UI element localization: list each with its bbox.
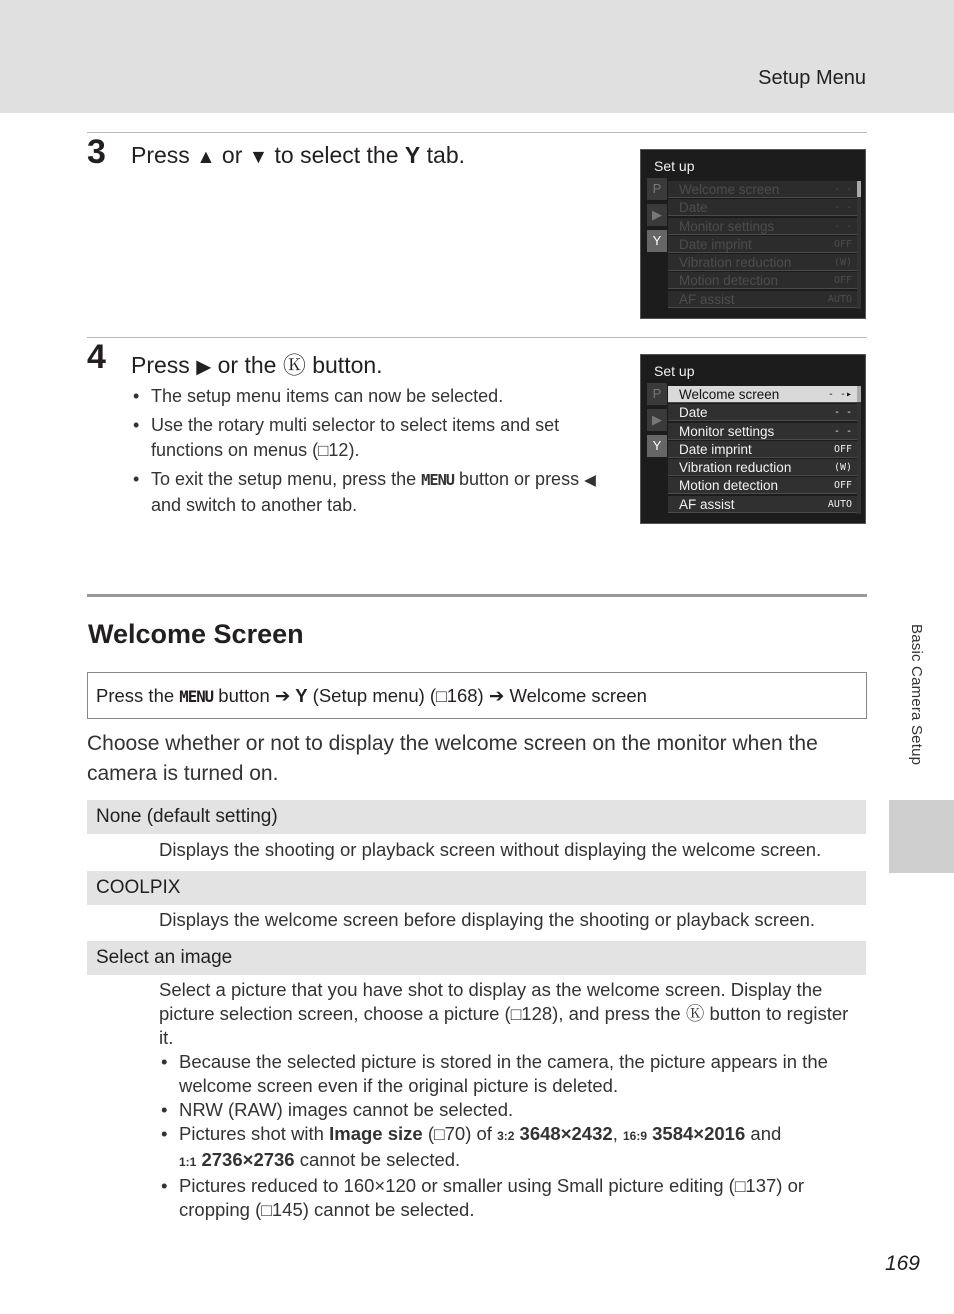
menu-item-label: Motion detection xyxy=(679,273,779,289)
menu-item-label: Date imprint xyxy=(679,441,752,457)
camera-scrollbar-thumb xyxy=(857,386,861,402)
desc-text: button to register it. xyxy=(159,1003,849,1048)
step3-text-3: to select the xyxy=(268,142,405,168)
camera-scrollbar xyxy=(857,181,861,309)
bullet-text: and switch to another tab. xyxy=(151,495,358,515)
desc-text: Select a picture that you have shot to display as the welcome screen. Display the picture selection screen, choose a picture ( xyxy=(159,979,823,1024)
step4-text-2: or the xyxy=(211,352,283,378)
down-arrow-icon: ▼ xyxy=(248,146,269,168)
menu-item-value: OFF xyxy=(833,238,852,250)
bullet-item xyxy=(159,1098,859,1122)
bullet-text: The setup menu items can now be selected. xyxy=(151,386,504,406)
menu-item xyxy=(668,404,858,421)
page-ref-icon: □ xyxy=(734,1176,746,1196)
option-none-title: None (default setting) xyxy=(87,800,866,834)
menu-item-selected xyxy=(668,386,858,403)
menu-item-label: Motion detection xyxy=(679,478,779,494)
ok-button-icon: Ⓚ xyxy=(282,352,306,378)
camera-screen-setup-menu xyxy=(640,354,866,524)
menu-item xyxy=(668,236,858,253)
menu-item-label: Vibration reduction xyxy=(679,255,792,271)
camera-screen-tabs xyxy=(647,178,667,256)
menu-button-icon: MENU xyxy=(421,471,454,489)
menu-item-value: - -▸ xyxy=(827,389,852,400)
bullet-text: cannot be selected. xyxy=(294,1149,461,1170)
menu-item-value: (W) xyxy=(833,257,852,269)
step3-number: 3 xyxy=(87,133,106,171)
setup-tab-icon: Y xyxy=(647,230,667,252)
menu-item xyxy=(668,423,858,440)
step4-instruction xyxy=(131,347,383,380)
camera-menu-list xyxy=(668,386,858,514)
bullet-item xyxy=(131,413,601,463)
menu-item xyxy=(668,477,858,494)
page-ref-icon: □ xyxy=(434,1124,445,1144)
bullet-item xyxy=(131,384,601,409)
menu-item xyxy=(668,291,858,308)
camera-screen-title: Set up xyxy=(654,363,695,379)
step3-text-4: tab. xyxy=(420,142,466,168)
page-number: 169 xyxy=(884,1252,920,1275)
bullet-item xyxy=(159,1122,859,1174)
menu-item xyxy=(668,496,858,513)
up-arrow-icon: ▲ xyxy=(196,146,216,168)
menu-item-value: AUTO xyxy=(827,293,852,305)
bullet-text: To exit the setup menu, press the xyxy=(151,469,422,489)
path-text: 168) xyxy=(446,685,489,706)
menu-item-value: - - xyxy=(833,202,852,214)
menu-item-value: OFF xyxy=(833,275,852,287)
camera-screen-setup-tab xyxy=(640,149,866,319)
step4-number: 4 xyxy=(87,338,106,376)
arrow-right-icon: ➔ xyxy=(274,685,291,706)
step4-bullets xyxy=(131,384,601,522)
bullet-item xyxy=(131,467,601,518)
arrow-right-icon: ➔ xyxy=(488,685,505,706)
menu-item-label: Welcome screen xyxy=(679,182,780,197)
step3-instruction xyxy=(131,142,465,169)
image-size-value: 3648×2432 xyxy=(514,1123,613,1144)
menu-path-box xyxy=(87,672,867,719)
image-size-value: 3584×2016 xyxy=(647,1123,746,1144)
bullet-text: 137) or cropping ( xyxy=(179,1175,805,1220)
image-size-16-9-icon: 16:9 xyxy=(622,1129,647,1143)
playback-tab-icon: ▶ xyxy=(647,409,667,431)
bullet-bold-text: Image size xyxy=(329,1123,423,1144)
bullet-text: Use the rotary multi selector to select items and set functions on menus ( xyxy=(151,415,560,460)
step4-rule xyxy=(87,337,867,338)
path-text: Press the xyxy=(96,685,180,706)
option-select-image-title: Select an image xyxy=(87,941,866,975)
camera-scrollbar xyxy=(857,386,861,514)
menu-item-value: - - xyxy=(833,407,852,419)
image-size-value: 2736×2736 xyxy=(196,1149,295,1170)
bullet-text: and xyxy=(745,1123,782,1144)
path-text: Welcome screen xyxy=(504,685,647,706)
menu-item-label: Vibration reduction xyxy=(679,460,792,476)
bullet-text: Pictures reduced to 160×120 or smaller using Small picture editing ( xyxy=(179,1175,735,1196)
menu-item-label: Date xyxy=(679,405,708,421)
menu-item-value: - - xyxy=(833,425,852,437)
bullet-text: 70) of xyxy=(444,1123,498,1144)
menu-item-value: OFF xyxy=(833,480,852,492)
menu-item xyxy=(668,254,858,271)
menu-item-label: Monitor settings xyxy=(679,423,775,439)
wrench-icon: Y xyxy=(404,142,421,168)
image-size-1-1-icon: 1:1 xyxy=(179,1155,197,1169)
menu-item xyxy=(668,272,858,289)
page-ref-icon: □ xyxy=(318,441,329,460)
section-rule xyxy=(87,594,867,597)
step3-text-1: Press xyxy=(131,142,197,168)
playback-tab-icon: ▶ xyxy=(647,204,667,226)
menu-item-value: - - xyxy=(833,184,852,195)
menu-item-label: Monitor settings xyxy=(679,218,775,234)
desc-text: 128), and press the xyxy=(521,1003,686,1024)
select-image-notes xyxy=(159,1050,859,1222)
option-coolpix-title: COOLPIX xyxy=(87,871,866,905)
menu-item-value: - - xyxy=(833,220,852,232)
setup-tab-icon: Y xyxy=(647,435,667,457)
bullet-item xyxy=(159,1174,859,1222)
menu-item-label: AF assist xyxy=(679,496,735,512)
bullet-item xyxy=(159,1050,859,1098)
image-size-3-2-icon: 3:2 xyxy=(497,1129,515,1143)
menu-item xyxy=(668,459,858,476)
section-title: Welcome Screen xyxy=(88,619,304,649)
left-arrow-icon: ◀ xyxy=(584,472,596,489)
bullet-text: Because the selected picture is stored in the camera, the picture appears in the welcome screen even if the original picture is deleted. xyxy=(179,1051,828,1096)
bullet-text: 12). xyxy=(328,440,360,460)
page-ref-icon: □ xyxy=(436,686,447,706)
shooting-tab-icon: P xyxy=(647,178,667,200)
step3-text-2: or xyxy=(215,142,249,168)
option-none-desc: Displays the shooting or playback screen without displaying the welcome screen. xyxy=(159,839,822,860)
menu-item-label: AF assist xyxy=(679,291,735,307)
menu-item xyxy=(668,218,858,235)
option-coolpix-desc: Displays the welcome screen before displaying the shooting or playback screen. xyxy=(159,909,816,930)
header-section-title: Setup Menu xyxy=(758,67,866,89)
option-select-image-desc xyxy=(159,978,859,1050)
bullet-text: NRW (RAW) images cannot be selected. xyxy=(179,1099,514,1120)
step4-text-1: Press xyxy=(131,352,197,378)
page-ref-icon: □ xyxy=(261,1200,272,1220)
menu-item-label: Date imprint xyxy=(679,236,752,252)
menu-item-value: AUTO xyxy=(827,498,852,510)
bullet-text: Pictures shot with xyxy=(179,1123,330,1144)
bullet-text: , xyxy=(612,1123,623,1144)
section-intro: Choose whether or not to display the welcome screen on the monitor when the camera is turned on. xyxy=(87,732,818,785)
bullet-text: 145) cannot be selected. xyxy=(271,1199,475,1220)
camera-scrollbar-thumb xyxy=(857,181,861,197)
page-header xyxy=(0,0,954,113)
wrench-icon: Y xyxy=(290,685,308,706)
chapter-side-label: Basic Camera Setup xyxy=(908,624,925,766)
bullet-text: button or press xyxy=(454,469,585,489)
menu-item-value: OFF xyxy=(833,443,852,455)
ok-button-icon: Ⓚ xyxy=(685,1003,705,1024)
menu-button-icon: MENU xyxy=(179,687,214,706)
shooting-tab-icon: P xyxy=(647,383,667,405)
menu-item xyxy=(668,199,858,216)
right-arrow-icon: ▶ xyxy=(196,356,212,378)
menu-item xyxy=(668,181,858,198)
menu-item xyxy=(668,441,858,458)
menu-item-value: (W) xyxy=(833,462,852,474)
menu-item-label: Date xyxy=(679,200,708,216)
camera-screen-tabs xyxy=(647,383,667,461)
camera-menu-list xyxy=(668,181,858,309)
camera-screen-title: Set up xyxy=(654,158,695,174)
page-ref-icon: □ xyxy=(510,1004,522,1024)
step4-text-3: button. xyxy=(305,352,383,378)
chapter-side-tab xyxy=(889,800,954,873)
menu-item-label: Welcome screen xyxy=(679,387,780,402)
path-text: (Setup menu) ( xyxy=(307,685,437,706)
step3-rule xyxy=(87,132,867,133)
path-text: button xyxy=(213,685,275,706)
bullet-text: ( xyxy=(422,1123,435,1144)
